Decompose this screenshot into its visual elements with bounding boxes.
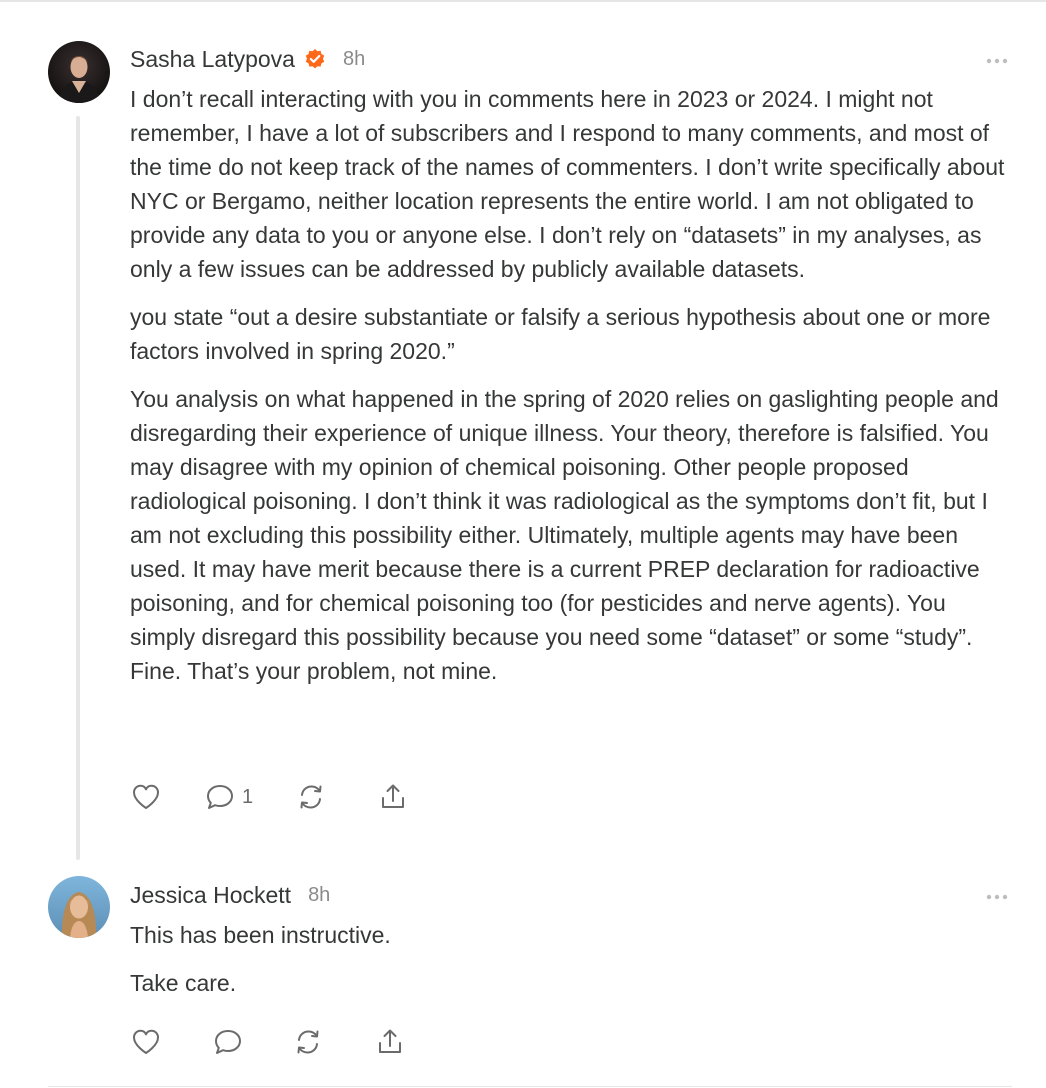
comment-actions (130, 1025, 406, 1059)
comment-paragraph: This has been instructive. (130, 922, 391, 948)
more-options-button[interactable] (986, 53, 1008, 63)
ellipsis-icon (986, 892, 1008, 902)
restack-button[interactable] (295, 781, 327, 813)
bottom-divider (48, 1086, 1012, 1087)
speech-bubble-icon (204, 781, 236, 813)
share-button[interactable] (374, 1026, 406, 1058)
timestamp[interactable]: 8h (342, 47, 366, 70)
comment-body (130, 82, 1010, 702)
comment-paragraph: Take care. (130, 970, 237, 996)
reply-button[interactable] (204, 781, 253, 813)
restack-icon (292, 1026, 324, 1058)
speech-bubble-icon (212, 1026, 244, 1058)
like-button[interactable] (130, 1026, 162, 1058)
author-name[interactable]: Jessica Hockett (130, 881, 292, 908)
author-name[interactable]: Sasha Latypova (130, 45, 295, 72)
restack-icon (295, 781, 327, 813)
verified-badge-icon (304, 48, 326, 70)
share-icon (377, 781, 409, 813)
reply-button[interactable] (212, 1026, 250, 1058)
top-divider (0, 0, 1046, 2)
restack-button[interactable] (292, 1026, 324, 1058)
avatar[interactable] (48, 41, 110, 103)
reply-count: 1 (242, 785, 254, 808)
more-options-button[interactable] (986, 889, 1008, 899)
thread-line (76, 116, 80, 860)
like-button[interactable] (130, 781, 162, 813)
timestamp[interactable]: 8h (308, 883, 331, 906)
heart-icon (130, 1026, 162, 1058)
share-icon (374, 1026, 406, 1058)
comment-body (130, 918, 1010, 1014)
ellipsis-icon (986, 56, 1008, 66)
share-button[interactable] (377, 781, 409, 813)
comment-header (130, 42, 365, 76)
comment-header (130, 878, 330, 912)
comment-paragraph: I don’t recall interacting with you in comments here in 2023 or 2024. I might not remember, I have a lot of subscribers and I respond to many comments, and most of the time do not keep track of the names of commenters. I don’t write specifically about NYC or Bergamo, neither location represents the entire world. I am not obligated to provide any data to you or anyone else. I don’t rely on “datasets” in my analyses, as only a few issues can be addressed by publicly available datasets. (130, 86, 1005, 282)
avatar[interactable] (48, 876, 110, 938)
comment-paragraph: you state “out a desire substantiate or falsify a serious hypothesis about one or more factors involved in spring 2020.” (130, 304, 991, 364)
comment-paragraph: You analysis on what happened in the spring of 2020 relies on gaslighting people and disregarding their experience of unique illness. Your theory, therefore is falsified. You may disagree with my opinion of chemical poisoning. Other people proposed radiological poisoning. I don’t think it was radiological as the symptoms don’t fit, but I am not excluding this possibility either. Ultimately, multiple agents may have been used. It may have merit because there is a current PREP declaration for radioactive poisoning, and for chemical poisoning too (for pesticides and nerve agents). You simply disregard this possibility because you need some “dataset” or some “study”. Fine. That’s your problem, not mine. (130, 386, 999, 684)
comment-actions (130, 780, 409, 814)
heart-icon (130, 781, 162, 813)
